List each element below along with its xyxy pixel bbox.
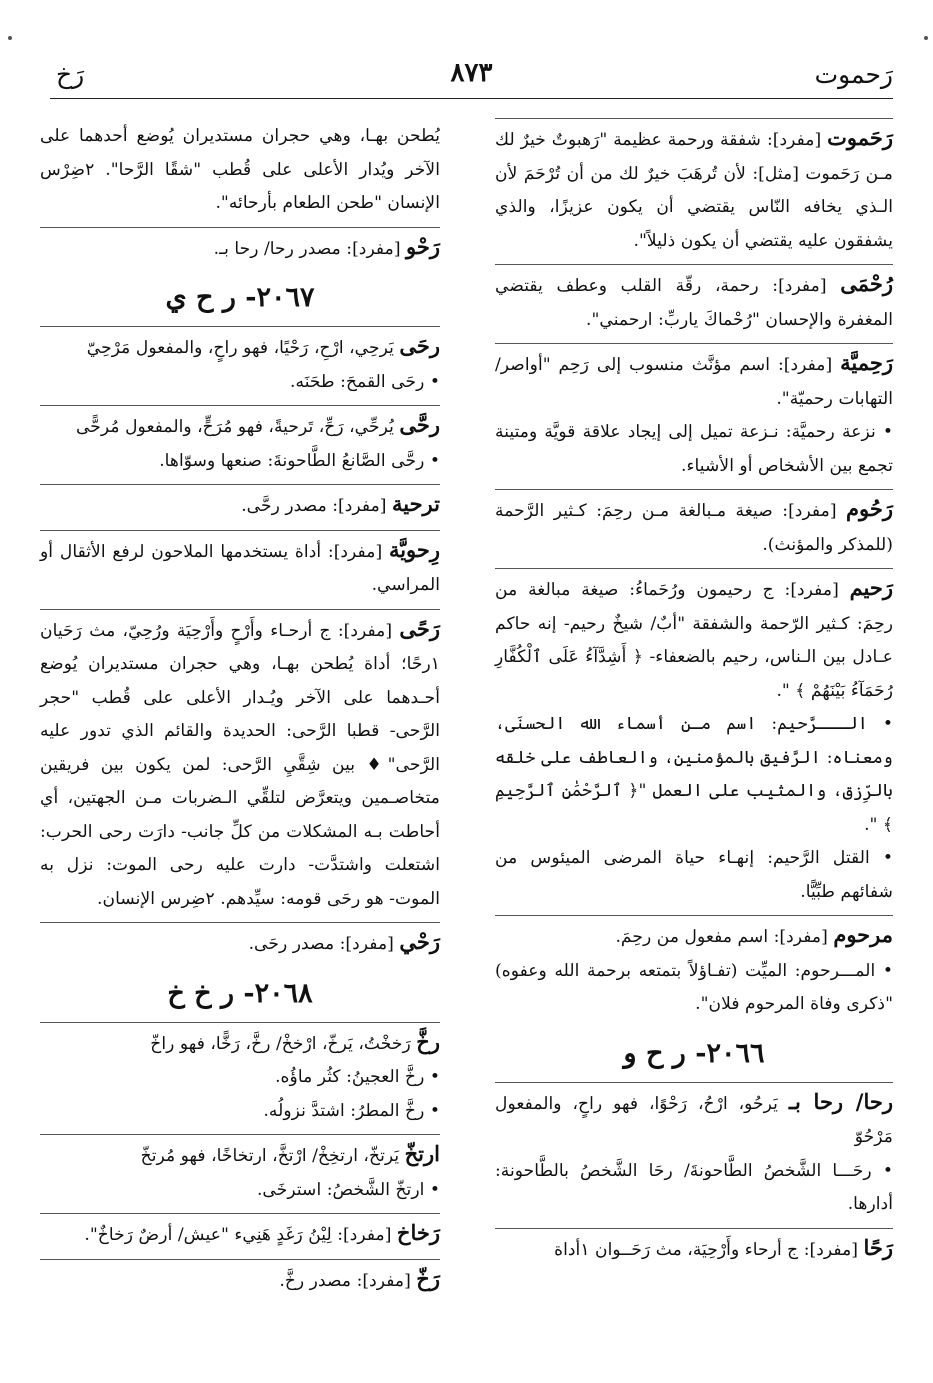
- root-section-heading: ٢٠٦٧- ر ح ي: [165, 282, 315, 313]
- entry-text: صيغة مـبالغة مـن رحِمَ: كـثير الرَّحمة (للمذكر والمؤنث).: [495, 501, 893, 555]
- right-column: [495, 118, 893, 1323]
- entry-headword: رحا/ رحا بـ: [788, 1088, 893, 1114]
- running-head-right: رَحموت: [814, 60, 893, 89]
- dictionary-entry: [495, 1228, 893, 1268]
- entry-pos-tag: [مفرد]:: [777, 355, 833, 375]
- running-head-left: رَخ: [56, 60, 85, 89]
- entry-subsense: • ارتخّ الشَّخصُ: استرخَى.: [256, 1179, 440, 1200]
- dictionary-entry: [40, 1134, 440, 1207]
- entry-headword: رحَّى: [399, 412, 440, 437]
- entry-subsense: • المـــرحوم: الميِّت (تفـاؤلاً بتمتعه برحمة الله وعفوه) "ذكرى وفاة المرحوم فلان".: [495, 960, 893, 1014]
- entry-pos-tag: [مفرد]:: [766, 130, 822, 150]
- entry-text: يُرحِّي، رَحِّ، تَرحيةً، فهو مُرَحٍّ، والمفعول مُرحًّى: [75, 417, 394, 437]
- entry-text: شفقة ورحمة عظيمة "رَهبوتٌ خيرٌ لك مـن رَحَموت [مثل]: لأن تُرهَبَ خيرٌ لك من أن تُرْحَمَ لأن الـذي يخافه النّاس يقتضي أن يكون عزيزًا، والذي يشفقون عليه يقتضي أن يكون ذليلاً".: [495, 130, 893, 251]
- entry-definition: [40, 1137, 440, 1174]
- entry-text: يُطحن بهـا، وهي حجران مستديران يُوضع أحدهما على الآخر ويُدار الأعلى على قُطب "شقًا الرَّحا". ٢ضِرْس الإنسان "طحن الطعام بأرحائه".: [40, 126, 440, 213]
- root-section-heading: ٢٠٦٦- ر ح و: [623, 1037, 765, 1069]
- entry-subsense: • رحَـــا الشَّخصُ الطَّاحونةَ/ رحَا الشَّخصُ بالطَّاحونة: أدارها.: [495, 1160, 893, 1214]
- entry-subsense: • رخَّ العجينُ: كثُر ماؤُه.: [275, 1067, 440, 1087]
- dictionary-entry: [40, 405, 440, 478]
- entry-headword: رَحًى: [399, 615, 440, 641]
- entry-definition: [40, 1216, 440, 1253]
- entry-subsense: • القتل الرَّحيم: إنهـاء حياة المرضى الميئوس من شفائهم طبِّيًّا.: [495, 848, 893, 902]
- entry-definition: [40, 612, 440, 917]
- entry-definition: [495, 346, 893, 416]
- entry-text: مصدر رحَى.: [248, 934, 340, 954]
- entry-pos-tag: [مفرد]:: [327, 541, 383, 562]
- entry-text: اسم مؤنَّث منسوب إلى رَحِم "أواصر/ التهابات رحميّة".: [495, 355, 893, 409]
- entry-definition: [40, 329, 440, 366]
- entry-text: ج أرحاء وأَرْحِيَة، مث رَحَــوان ١أداة: [554, 1239, 804, 1260]
- entry-pos-tag: [مفرد]:: [337, 620, 393, 641]
- dictionary-entry: [495, 489, 893, 562]
- entry-headword: رَحْي: [399, 929, 440, 954]
- dictionary-entry: [495, 118, 893, 258]
- entry-pos-tag: [مفرد]:: [772, 276, 827, 296]
- entry-text: لِيْنُ رَغَدٍ هَنِيء "عيش/ أرضٌ رَخاخٌ".: [84, 1225, 338, 1245]
- entry-subsense: • الـــرَّحيم: اسم مـن أسماء الله الحسنَى، ومعناه: الرَّفيق بالمؤمنين، والعاطف على خلقه بالرِّزق، والمثيب على العمل "﴿ ٱلرَّحْمَٰنِ ٱلرَّحِيمِ ﴾ ".: [495, 714, 893, 835]
- dictionary-entry: [495, 343, 893, 483]
- entry-headword: رَحْو: [406, 233, 440, 259]
- entry-text: يَرحِي، ارْحِ، رَحْيًا، فهو راحٍ، والمفعول مَرْحِيّ: [86, 338, 394, 358]
- entry-text: مصدر رخَّ.: [279, 1270, 357, 1291]
- entry-headword: رَحيم: [849, 575, 893, 600]
- entry-text: مصدر رحَّى.: [241, 496, 333, 516]
- entry-definition: [495, 121, 893, 258]
- entry-headword: مرحوم: [833, 922, 893, 947]
- dictionary-entry: [495, 915, 893, 1022]
- entry-headword: رَخّ: [416, 1265, 440, 1291]
- dictionary-entry: [40, 1213, 440, 1253]
- entry-definition: [40, 487, 440, 524]
- entry-definition: [495, 1085, 893, 1155]
- page-number: ٨٧٣: [450, 58, 493, 88]
- entry-pos-tag: [مفرد]:: [782, 501, 837, 521]
- entry-pos-tag: [مفرد]:: [346, 238, 401, 259]
- entry-headword: ترحية: [391, 491, 440, 516]
- entry-pos-tag: [مفرد]:: [356, 1270, 411, 1291]
- entry-text: أداة يستخدمها الملاحون لرفع الأثقال أو المراسي.: [40, 541, 440, 595]
- entry-text: يَرحُو، ارْحُ، رَحْوًا، فهو راحٍ، والمفعول مَرْحُوّ: [495, 1093, 893, 1147]
- entry-definition: [495, 1231, 893, 1268]
- dictionary-entry: [40, 227, 440, 267]
- entry-definition: [40, 120, 440, 221]
- entry-subsense: • رخَّ المطرُ: اشتدَّ نزولُه.: [263, 1100, 440, 1121]
- entry-definition: [40, 533, 440, 603]
- entry-pos-tag: [مفرد]:: [773, 927, 828, 947]
- entry-headword: رِحويَّة: [388, 536, 441, 562]
- entry-text: مصدر رحا/ رحا بـ.: [213, 238, 347, 259]
- entry-pos-tag: [مفرد]:: [784, 580, 839, 600]
- entry-headword: رَخاخ: [396, 1220, 440, 1245]
- scan-dot: [8, 36, 12, 40]
- entry-headword: رَحِميَّة: [840, 350, 893, 375]
- entry-definition: [495, 267, 893, 337]
- dictionary-entry: [40, 530, 440, 603]
- entry-pos-tag: [مفرد]:: [332, 496, 387, 516]
- entry-subsense: • رحَّى الصَّانعُ الطَّاحونةَ: صنعها وسوّاها.: [159, 450, 440, 471]
- entry-subsense: • رحَى القمحَ: طحَنَه.: [290, 371, 440, 392]
- entry-text: رَخخْتُ، يَرخّ، ارْخخْ/ رخَّ، رَخًّا، فهو راخّ: [150, 1033, 411, 1054]
- dictionary-entry: [495, 264, 893, 337]
- entry-headword: ارتخّ: [404, 1141, 440, 1166]
- dictionary-entry: [40, 1022, 440, 1129]
- dictionary-entry: [40, 609, 440, 917]
- dictionary-entry: [40, 1259, 440, 1299]
- dictionary-entry: [40, 326, 440, 399]
- dictionary-entry: [495, 568, 893, 909]
- entry-definition: [495, 571, 893, 708]
- entry-definition: [40, 925, 440, 962]
- root-section-heading: ٢٠٦٨- ر خ خ: [167, 977, 313, 1009]
- entry-definition: [40, 408, 440, 445]
- entry-definition: [40, 1262, 440, 1299]
- entry-headword: رحَى: [399, 333, 440, 358]
- entry-text: يَرتخّ، ارتخِخْ/ ارْتخَّ، ارتخاخًا، فهو مُرتخّ: [140, 1146, 400, 1166]
- entry-pos-tag: [مفرد]:: [803, 1239, 858, 1260]
- entry-pos-tag: [مفرد]:: [339, 934, 394, 954]
- entry-headword: رَحُوم: [846, 496, 893, 521]
- dictionary-entry: [40, 484, 440, 524]
- entry-headword: رُحْمَى: [840, 271, 893, 296]
- dictionary-entry: [40, 922, 440, 962]
- entry-text: ج أرحـاء وأَرْحٍ وأَرْحِيَة ورُحِيّ، مث رَحَيان ١رحًا؛ أداة يُطحن بهـا، وهي حجران مستديران يُوضع أحـدهما على الآخر ويُـدار الأعلى على قُطب "حجر الرَّحى- قطبا الرَّحى: الحديدة والقائم الذي تدور عليه الرَّحى"♦ بين شِقَّيِ الرَّحى: لمن يكون بين فريقين متخاصـمين ويتعرَّض لتلقِّي الـضربات مـن الجهتين، أي أحاطت بـه المشكلات من كلِّ جانب- دارَت رحى الحرب: اشتعلت واشتدَّت- دارت عليه رحى الموت: نزل به الموت- هو رحَى قومه: سيِّدهم. ٢ضِرس الإنسان.: [40, 620, 440, 909]
- entry-headword: رخَّ: [416, 1028, 440, 1054]
- entry-definition: [495, 492, 893, 562]
- entry-continuation: [40, 118, 440, 221]
- entry-text: اسم مفعول من رحِمَ.: [615, 927, 774, 947]
- dictionary-entry: [495, 1082, 893, 1222]
- entry-pos-tag: [مفرد]:: [337, 1225, 392, 1245]
- entry-headword: رَحَموت: [827, 125, 894, 150]
- entry-definition: [495, 918, 893, 955]
- entry-definition: [40, 230, 440, 267]
- left-column: [40, 118, 440, 1323]
- entry-headword: رَحًا: [863, 1234, 893, 1260]
- entry-text: ج رحيمون ورُحَماءُ: صيغة مبالغة من رحِمَ: كـثير الرّحمة والشفقة "أبٌ/ شيخٌ رحيم- إنه حاكم عـادل بين الـناس، رحيم بالضعفاء- ﴿ أَشِدَّآءُ عَلَى ٱلْكُفَّارِ رُحَمَآءُ بَيْنَهُمْ ﴾ ".: [495, 580, 893, 701]
- entry-definition: [40, 1025, 440, 1062]
- scan-dot: [924, 36, 928, 40]
- page-header: [50, 56, 893, 99]
- entry-text: رحمة، رقّة القلب وعطف يقتضي المغفرة والإحسان "رُحْماكَ ياربِّ: ارحمني".: [495, 276, 893, 330]
- entry-subsense: • نزعة رحميَّة: نـزعة تميل إلى إيجاد علاقة قويَّة ومتينة تجمع بين الأشخاص أو الأشياء.: [495, 422, 893, 476]
